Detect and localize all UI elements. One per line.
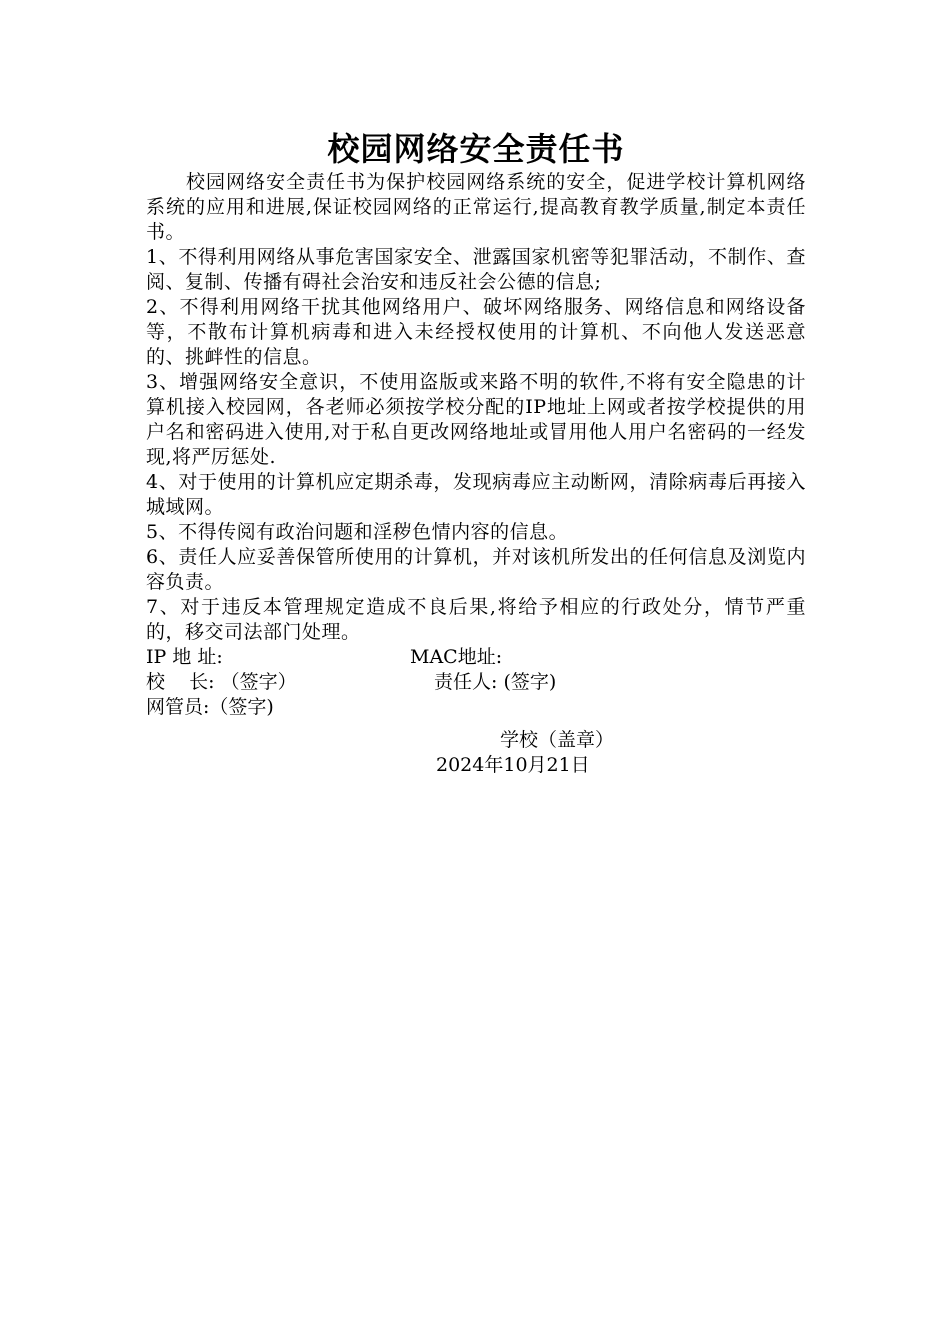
intro-paragraph: 校园网络安全责任书为保护校园网络系统的安全，促进学校计算机网络系统的应用和进展,保证校园网络的正常运行,提高教育教学质量,制定本责任书。 bbox=[146, 171, 806, 243]
rule-item-3: 3、增强网络安全意识，不使用盗版或来路不明的软件,不将有安全隐患的计算机接入校园网，各老师必须按学校分配的IP地址上网或者按学校提供的用户名和密码进入使用,对于私自更改网络地址或冒用他人用户名密码的一经发现,将严厉惩处. bbox=[146, 371, 806, 468]
admin-signature-label: 网管员:（签字) bbox=[146, 696, 274, 718]
ip-address-label: IP 地 址: bbox=[146, 646, 223, 668]
rule-item-5: 5、不得传阅有政治问题和淫秽色情内容的信息。 bbox=[146, 521, 569, 543]
document-page bbox=[146, 128, 806, 778]
school-stamp-label: 学校（盖章） bbox=[500, 729, 615, 751]
signature-row bbox=[146, 670, 806, 695]
admin-row bbox=[146, 695, 806, 720]
principal-signature-label: 校 长: （签字） bbox=[146, 671, 297, 693]
rule-item-4: 4、对于使用的计算机应定期杀毒，发现病毒应主动断网，清除病毒后再接入城域网。 bbox=[146, 471, 806, 518]
rule-item-6: 6、责任人应妥善保管所使用的计算机，并对该机所发出的任何信息及浏览内容负责。 bbox=[146, 546, 806, 593]
rule-item-1: 1、不得利用网络从事危害国家安全、泄露国家机密等犯罪活动，不制作、查阅、复制、传播有碍社会治安和违反社会公德的信息; bbox=[146, 246, 806, 293]
document-date: 2024年10月21日 bbox=[436, 754, 590, 776]
address-row bbox=[146, 645, 806, 670]
document-title: 校园网络安全责任书 bbox=[327, 130, 625, 168]
stamp-block bbox=[146, 728, 806, 778]
mac-address-label: MAC地址: bbox=[410, 646, 503, 668]
rule-item-7: 7、对于违反本管理规定造成不良后果,将给予相应的行政处分，情节严重的，移交司法部门处理。 bbox=[146, 596, 806, 643]
responsible-signature-label: 责任人: (签字) bbox=[434, 671, 557, 693]
rule-item-2: 2、不得利用网络干扰其他网络用户、破坏网络服务、网络信息和网络设备等，不散布计算机病毒和进入未经授权使用的计算机、不向他人发送恶意的、挑衅性的信息。 bbox=[146, 296, 806, 368]
